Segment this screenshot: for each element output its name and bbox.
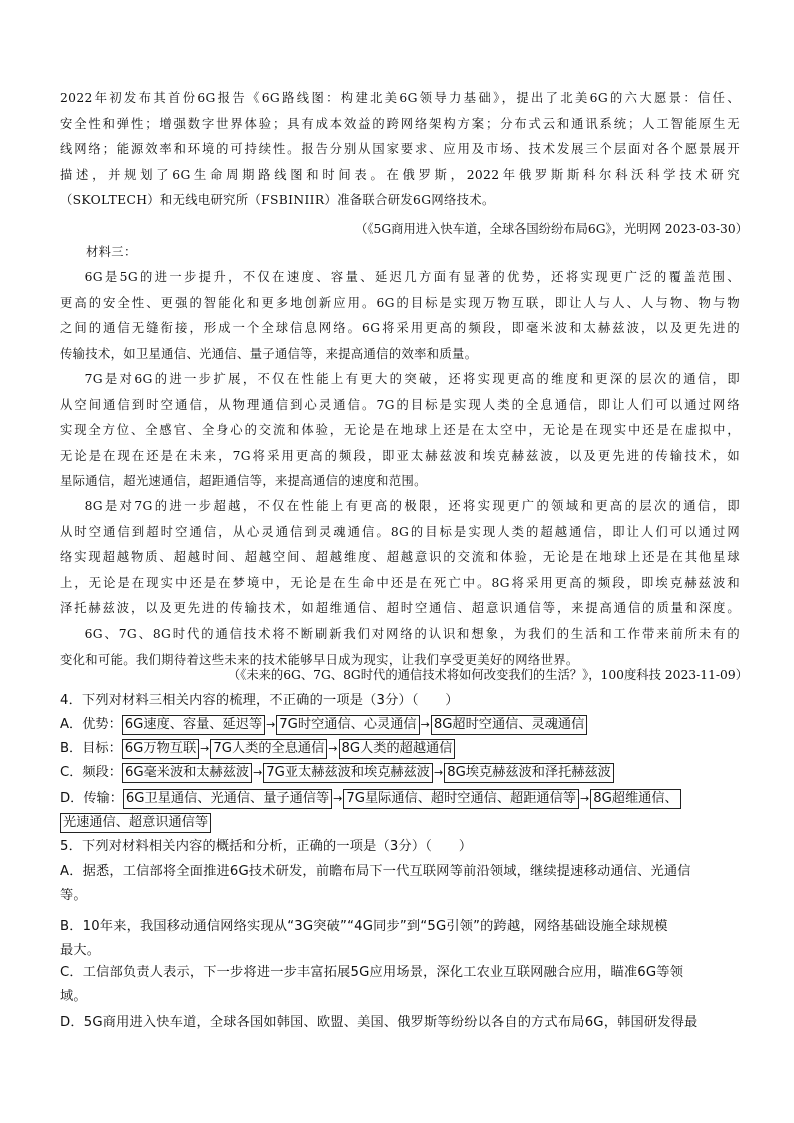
text-line: 等。 bbox=[60, 888, 87, 903]
material-paragraph bbox=[60, 494, 740, 622]
text-line: 2022年初发布其首份6G报告《6G路线图：构建北美6G领导力基础》，提出了北美6G的六大愿景：信任、 bbox=[60, 91, 740, 105]
arrow-right-icon: → bbox=[200, 742, 210, 755]
flow-box: 8G人类的超越通信 bbox=[339, 739, 456, 759]
option-prefix: D．传输： bbox=[60, 791, 123, 806]
text-line: 实现全方位、全感官、全身心的交流和体验，无论是在地球上还是在太空中，无论是在现实中还是在虚拟中， bbox=[60, 423, 740, 437]
arrow-right-icon: → bbox=[328, 742, 338, 755]
question-4-option-c bbox=[60, 761, 750, 785]
source-citation: （《未来的6G、7G、8G时代的通信技术将如何改变我们的生活？》，100度科技 2023-11-09） bbox=[227, 668, 748, 682]
flow-box: 6G卫星通信、光通信、量子通信等 bbox=[123, 789, 332, 809]
text-line: 星际通信，超光速通信，超距通信等，来提高通信的速度和范围。 bbox=[60, 474, 427, 488]
text-line: C．工信部负责人表示，下一步将进一步丰富拓展5G应用场景，深化工农业互联网融合应用，瞄准6G等领 bbox=[60, 965, 684, 980]
flow-box: 7G亚太赫兹波和埃克赫兹波 bbox=[263, 763, 433, 783]
arrow-right-icon: → bbox=[253, 766, 263, 779]
text-line: 域。 bbox=[60, 989, 87, 1004]
text-line: 7G是对6G的进一步扩展，不仅在性能上有更大的突破，还将实现更高的维度和更深的层次的通信，即 bbox=[84, 372, 740, 386]
flow-box-continued: 光速通信、超意识通信等 bbox=[60, 813, 211, 833]
arrow-right-icon: → bbox=[266, 718, 276, 731]
text-line: 从空间通信到时空通信，从物理通信到心灵通信。7G的目标是实现人类的全息通信，即让人们可以通过网络 bbox=[60, 397, 740, 412]
text-line: 8G是对7G的进一步超越，不仅在性能上有更高的极限，还将实现更广的领域和更高的层次的通信，即 bbox=[84, 499, 740, 513]
question-5-stem: 5．下列对材料相关内容的概括和分析，正确的一项是（3分）（ ） bbox=[60, 839, 473, 854]
text-line: 线网络；能源效率和环境的可持续性。报告分别从国家要求、应用及市场、技术发展三个层面对各个愿景展开 bbox=[60, 142, 740, 156]
flow-box: 7G人类的全息通信 bbox=[210, 739, 327, 759]
arrow-right-icon: → bbox=[433, 766, 444, 779]
material-continuation bbox=[60, 86, 740, 214]
question-5-option-d bbox=[60, 1011, 750, 1035]
arrow-right-icon: → bbox=[420, 718, 430, 731]
text-line: D．5G商用进入快车道，全球各国如韩国、欧盟、美国、俄罗斯等纷纷以各自的方式布局6G，韩国研发得最 bbox=[60, 1015, 698, 1030]
material-paragraph bbox=[60, 367, 740, 495]
flow-box: 6G毫米波和太赫兹波 bbox=[122, 763, 252, 783]
flow-box: 7G时空通信、心灵通信 bbox=[276, 715, 419, 735]
question-5-option-c bbox=[60, 961, 750, 1009]
question-5-option-b bbox=[60, 915, 750, 963]
option-prefix: B．目标： bbox=[60, 741, 122, 756]
option-prefix: A．优势： bbox=[60, 717, 122, 732]
source-citation: （《5G商用进入快车道，全球各国纷纷布局6G》，光明网 2023-03-30） bbox=[355, 222, 748, 236]
question-4-option-d-continued bbox=[60, 811, 750, 835]
text-line: 无论是在现在还是在未来，7G将采用更高的频段，即亚太赫兹波和埃克赫兹波，以及更先进的传输技术，如 bbox=[60, 448, 740, 463]
text-line: 更高的安全性、更强的智能化和更多地创新应用。6G的目标是实现万物互联，即让人与人、人与物、物与物 bbox=[60, 295, 740, 310]
flow-box: 8G埃克赫兹波和泽托赫兹波 bbox=[444, 763, 614, 783]
material-heading: 材料三： bbox=[86, 245, 137, 259]
text-line: 变化和可能。我们期待着这些未来的技术能够早日成为现实，让我们享受更美好的网络世界。 bbox=[60, 652, 579, 667]
question-4-option-b bbox=[60, 737, 750, 761]
text-line: 传输技术，如卫星通信、光通信、量子通信等，来提高通信的效率和质量。 bbox=[60, 346, 478, 361]
text-line: B．10年来，我国移动通信网络实现从“3G突破”“4G同步”到“5G引领”的跨越，网络基础设施全球规模 bbox=[60, 919, 668, 934]
flow-box: 6G速度、容量、延迟等 bbox=[122, 715, 265, 735]
arrow-right-icon: → bbox=[579, 792, 590, 805]
text-line: 泽托赫兹波，以及更先进的传输技术，如超维通信、超时空通信、超意识通信等，来提高通信的质量和深度。 bbox=[60, 601, 740, 615]
flow-box: 6G万物互联 bbox=[122, 739, 199, 759]
text-line: A．据悉，工信部将全面推进6G技术研发，前瞻布局下一代互联网等前沿领域，继续提速移动通信、光通信 bbox=[60, 864, 691, 879]
text-line: 从时空通信到超时空通信，从心灵通信到灵魂通信。8G的目标是实现人类的超越通信，即让人们可以通过网 bbox=[60, 524, 740, 539]
question-5-option-a bbox=[60, 860, 750, 908]
text-line: 6G、7G、8G时代的通信技术将不断刷新我们对网络的认识和想象，为我们的生活和工作带来前所未有的 bbox=[84, 627, 740, 641]
option-prefix: C．频段： bbox=[60, 765, 122, 780]
text-line: 安全性和弹性；增强数字世界体验；具有成本效益的跨网络架构方案；分布式云和通讯系统；人工智能原生无 bbox=[60, 116, 740, 131]
text-line: 之间的通信无缝衔接，形成一个全球信息网络。6G将采用更高的频段，即毫米波和太赫兹波，以及更先进的 bbox=[60, 321, 740, 335]
text-line: 最大。 bbox=[60, 943, 101, 958]
text-line: 络实现超越物质、超越时间、超越空间、超越维度、超越意识的交流和体验，无论是在地球上还是在其他星球 bbox=[60, 550, 740, 564]
text-line: 6G是5G的进一步提升，不仅在速度、容量、延迟几方面有显著的优势，还将实现更广泛的覆盖范围、 bbox=[84, 270, 740, 284]
arrow-right-icon: → bbox=[333, 792, 343, 805]
text-line: （SKOLTECH）和无线电研究所（FSBINIIR）准备联合研发6G网络技术。 bbox=[60, 193, 495, 207]
question-4-stem: 4．下列对材料三相关内容的梳理，不正确的一项是（3分）（ ） bbox=[60, 693, 459, 708]
flow-box: 7G星际通信、超时空通信、超距通信等 bbox=[343, 789, 579, 809]
flow-box: 8G超时空通信、灵魂通信 bbox=[431, 715, 587, 735]
flow-box: 8G超维通信、 bbox=[590, 789, 681, 809]
question-4-option-d bbox=[60, 787, 750, 811]
text-line: 上，无论是在现实中还是在梦境中，无论是在生命中还是在死亡中。8G将采用更高的频段，即埃克赫兹波和 bbox=[60, 575, 740, 590]
text-line: 描述，并规划了6G生命周期路线图和时间表。在俄罗斯，2022年俄罗斯斯科尔科沃科学技术研究 bbox=[60, 167, 740, 182]
question-4-option-a bbox=[60, 713, 750, 737]
material-paragraph bbox=[60, 265, 740, 367]
